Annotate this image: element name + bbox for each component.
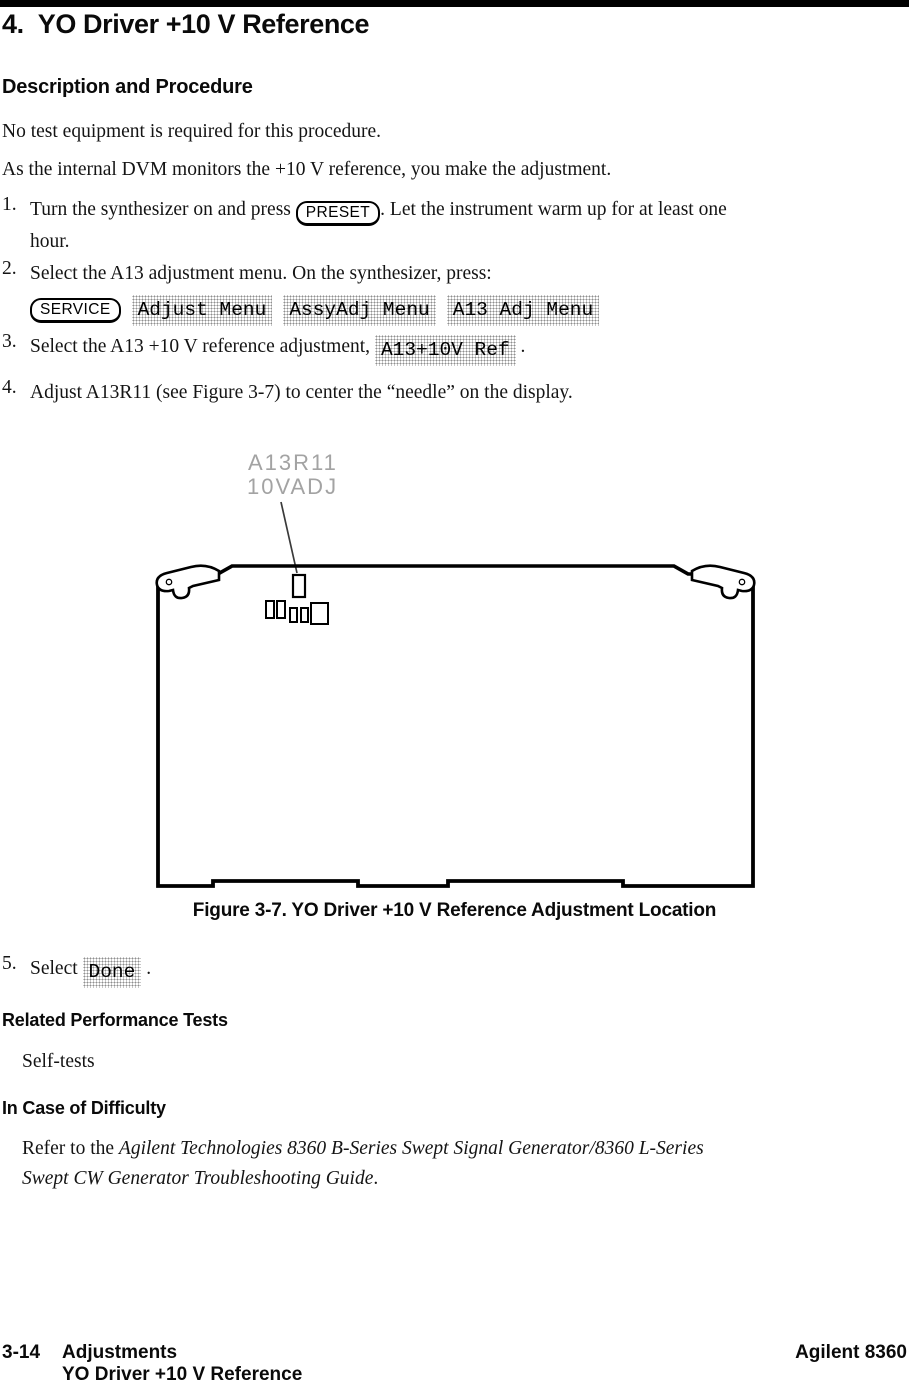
footer-brand: Agilent 8360 <box>795 1342 907 1363</box>
step-2-text <box>30 258 858 326</box>
footer-chapter: Adjustments <box>62 1342 178 1363</box>
footer-section: YO Driver +10 V Reference <box>62 1364 303 1385</box>
step-4 <box>2 377 858 408</box>
step-2-keys-row <box>30 295 858 326</box>
step-3-post: . <box>515 336 526 357</box>
step-2-number: 2. <box>2 258 17 279</box>
heading-in-case-of-difficulty: In Case of Difficulty <box>2 1098 166 1118</box>
step-1-post-line1: . Let the instrument warm up for at least one <box>380 199 727 220</box>
chapter-title: YO Driver +10 V Reference <box>37 9 370 39</box>
related-tests-item: Self-tests <box>22 1051 95 1072</box>
step-5 <box>2 953 858 988</box>
footer-chapter-section <box>62 1342 302 1386</box>
step-4-number: 4. <box>2 377 17 398</box>
footer-page-number: 3-14 <box>2 1342 41 1363</box>
step-2-line: Select the A13 adjustment menu. On the synthesizer, press: <box>30 263 492 284</box>
step-5-post: . <box>141 958 152 979</box>
lever-hole-left <box>166 579 171 584</box>
component-small-4 <box>301 608 308 622</box>
board-label-line1: A13R11 <box>248 450 338 475</box>
step-3-text <box>30 331 858 366</box>
board-diagram-svg <box>0 440 909 896</box>
step-5-pre: Select <box>30 958 83 979</box>
chapter-number: 4. <box>2 9 24 39</box>
component-small-2 <box>277 601 285 618</box>
component-square <box>311 603 328 624</box>
softkey-done: Done <box>83 957 142 988</box>
step-3 <box>2 331 858 366</box>
step-5-text <box>30 953 858 988</box>
difficulty-pre: Refer to the <box>22 1138 119 1159</box>
step-5-number: 5. <box>2 953 17 974</box>
preset-keycap: PRESET <box>296 201 380 226</box>
softkey-adjust-menu: Adjust Menu <box>132 295 273 326</box>
step-4-text: Adjust A13R11 (see Figure 3-7) to center the “needle” on the display. <box>30 382 573 403</box>
step-1-number: 1. <box>2 194 17 215</box>
step-2 <box>2 258 858 326</box>
step-1 <box>2 194 858 257</box>
lever-hole-right <box>739 579 744 584</box>
step-3-number: 3. <box>2 331 17 352</box>
softkey-assyadj-menu: AssyAdj Menu <box>283 295 435 326</box>
guide-title-line1: Agilent Technologies 8360 B-Series Swept Signal Generator/8360 L-Series <box>118 1138 704 1159</box>
leader-line <box>281 502 297 573</box>
board-outline <box>158 579 753 886</box>
figure-3-7 <box>0 440 909 896</box>
page-top-rule <box>0 0 909 7</box>
page-title <box>2 9 369 40</box>
step-1-post-line2: hour. <box>30 231 70 252</box>
step-1-text <box>30 194 858 257</box>
softkey-a13-adj-menu: A13 Adj Menu <box>447 295 599 326</box>
board-top-edge <box>205 566 700 574</box>
board-label-line2: 10VADJ <box>247 474 339 499</box>
component-small-1 <box>266 601 274 618</box>
difficulty-paragraph <box>22 1134 862 1194</box>
intro-paragraph-2: As the internal DVM monitors the +10 V reference, you make the adjustment. <box>2 159 612 180</box>
component-small-3 <box>290 608 297 622</box>
footer-left <box>2 1342 302 1386</box>
step-1-pre: Turn the synthesizer on and press <box>30 199 296 220</box>
page-footer <box>2 1342 907 1386</box>
component-r11 <box>293 575 305 597</box>
section-heading-description: Description and Procedure <box>2 76 253 98</box>
heading-related-performance-tests: Related Performance Tests <box>2 1010 228 1030</box>
softkey-a13-10v-ref: A13+10V Ref <box>375 335 516 366</box>
intro-paragraph-1: No test equipment is required for this procedure. <box>2 121 382 142</box>
step-3-pre: Select the A13 +10 V reference adjustment, <box>30 336 375 357</box>
difficulty-post: . <box>373 1168 379 1189</box>
guide-title-line2: Swept CW Generator Troubleshooting Guide <box>22 1168 374 1189</box>
service-keycap: SERVICE <box>30 298 121 323</box>
figure-caption: Figure 3-7. YO Driver +10 V Reference Adjustment Location <box>192 900 717 921</box>
